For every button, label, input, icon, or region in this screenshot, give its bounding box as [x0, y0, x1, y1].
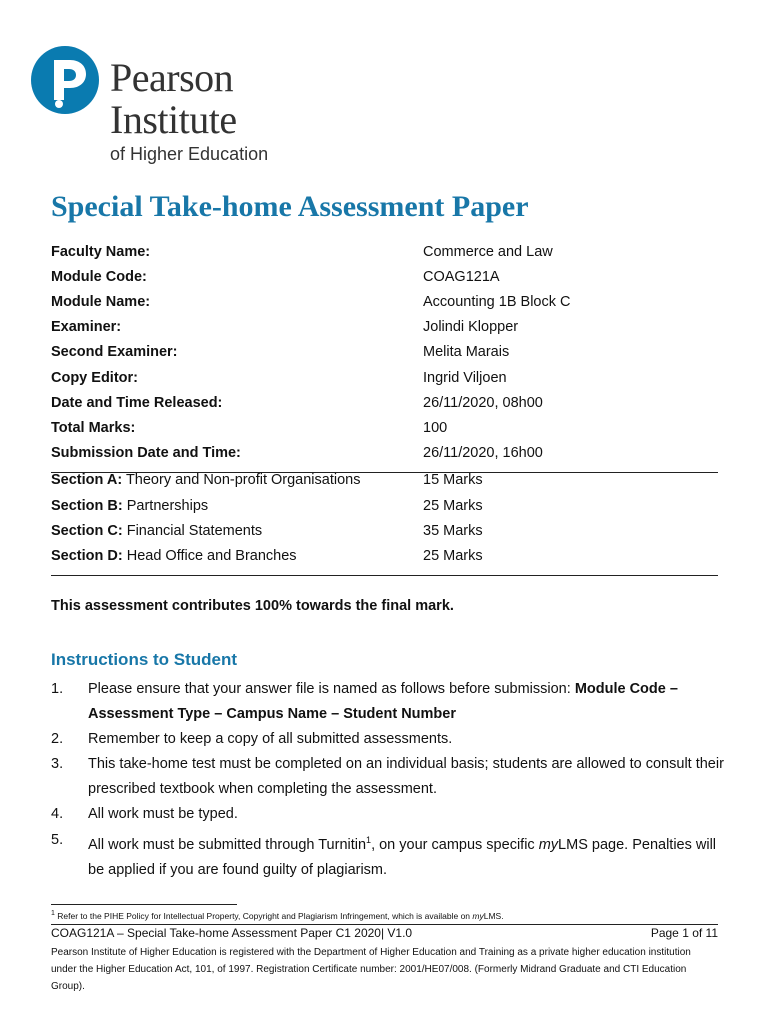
instructions-heading: Instructions to Student — [51, 650, 238, 669]
info-row-module-code — [51, 265, 718, 290]
info-row-second-examiner — [51, 340, 718, 365]
institution-logo — [30, 44, 330, 164]
info-label: Module Name: — [51, 294, 151, 310]
instruction-number: 5. — [51, 832, 64, 848]
section-name: Section D: — [51, 548, 123, 564]
section-marks: 15 Marks — [423, 472, 483, 488]
instruction-text: , on your campus specific — [371, 836, 539, 853]
info-row-submission-date — [51, 441, 718, 466]
section-table-bottom-rule — [51, 575, 718, 576]
section-name: Section C: — [51, 523, 123, 539]
info-row-date-released — [51, 391, 718, 416]
section-name: Section B: — [51, 498, 123, 514]
footer-rule — [51, 924, 718, 925]
section-row-c — [51, 519, 718, 544]
section-row-b — [51, 494, 718, 519]
info-value: 26/11/2020, 16h00 — [423, 445, 543, 461]
instruction-text: LMS page. Penalties will be applied if you are found guilty of plagiarism. — [88, 836, 717, 878]
footer-page-number: Page 1 of 11 — [650, 926, 718, 940]
footnote-tail: LMS. — [483, 910, 504, 921]
instruction-item-4 — [51, 802, 718, 827]
info-row-faculty — [51, 240, 718, 265]
instruction-italic-text: my — [538, 836, 559, 853]
section-desc: Partnerships — [122, 498, 209, 514]
footnote-separator — [51, 904, 237, 905]
section-desc: Theory and Non-profit Organisations — [122, 472, 361, 488]
instruction-number: 2. — [51, 731, 64, 747]
info-label: Total Marks: — [51, 420, 136, 436]
instruction-text: Remember to keep a copy of all submitted assessments. — [88, 731, 453, 747]
instruction-item-3 — [51, 752, 724, 802]
info-row-total-marks — [51, 416, 718, 441]
info-row-copy-editor — [51, 366, 718, 391]
instruction-item-2 — [51, 727, 718, 752]
instruction-item-5 — [51, 828, 718, 878]
section-marks: 25 Marks — [423, 498, 483, 514]
info-value: Accounting 1B Block C — [423, 294, 571, 310]
info-label: Date and Time Released: — [51, 395, 223, 411]
section-marks: 35 Marks — [423, 523, 483, 539]
footnote-italic: my — [472, 910, 484, 921]
logo-name-line2: Institute — [110, 97, 237, 142]
info-value: Ingrid Viljoen — [423, 370, 507, 386]
instruction-text: Please ensure that your answer file is named as follows before submission: — [88, 681, 575, 697]
instruction-text: This take-home test must be completed on an individual basis; students are allowed to consult their prescribed textbook when completing the assessment. — [88, 756, 724, 797]
info-label: Second Examiner: — [51, 344, 178, 360]
section-name: Section A: — [51, 472, 123, 488]
contribution-statement: This assessment contributes 100% towards the final mark. — [51, 598, 454, 614]
section-marks: 25 Marks — [423, 548, 483, 564]
info-value: COAG121A — [423, 269, 500, 285]
info-label: Copy Editor: — [51, 370, 138, 386]
instruction-bold-text: Module Code – Assessment Type – Campus Name – Student Number — [88, 681, 678, 722]
section-row-d — [51, 544, 718, 569]
footnote-text: Refer to the PIHE Policy for Intellectual Property, Copyright and Plagiarism Infringement, which is available on — [54, 910, 473, 921]
logo-name-line1: Pearson — [110, 55, 234, 100]
pearson-p-logo-icon — [30, 44, 100, 116]
section-desc: Head Office and Branches — [122, 548, 297, 564]
info-value: 100 — [423, 420, 448, 436]
info-label: Submission Date and Time: — [51, 445, 241, 461]
instruction-number: 3. — [51, 756, 64, 772]
footnote — [51, 910, 504, 921]
info-row-module-name — [51, 290, 718, 315]
section-desc: Financial Statements — [122, 523, 263, 539]
info-label: Faculty Name: — [51, 244, 151, 260]
info-value: Melita Marais — [423, 344, 510, 360]
instruction-number: 4. — [51, 806, 64, 822]
instruction-text: All work must be submitted through Turnitin — [88, 836, 367, 853]
info-value: Jolindi Klopper — [423, 319, 519, 335]
footer-registration-note: Pearson Institute of Higher Education is registered with the Department of Higher Education and Training as a private higher education institution under the Higher Education Act, 101, of 1997. Registration Certificate number: 2001/HE07/008. (Formerly Midrand Graduate and CTI Education Group). — [51, 947, 691, 992]
instruction-item-1 — [51, 677, 718, 727]
instruction-text: All work must be typed. — [88, 806, 238, 822]
page-title: Special Take-home Assessment Paper — [51, 190, 529, 223]
info-value: 26/11/2020, 08h00 — [423, 395, 543, 411]
logo-subtitle: of Higher Education — [110, 144, 269, 164]
info-label: Examiner: — [51, 319, 122, 335]
info-value: Commerce and Law — [423, 244, 553, 260]
footnote-number: 1 — [51, 910, 55, 917]
section-row-a — [51, 468, 718, 493]
info-label: Module Code: — [51, 269, 147, 285]
instruction-number: 1. — [51, 681, 64, 697]
footer-document-id: COAG121A – Special Take-home Assessment Paper C1 2020| V1.0 — [51, 926, 413, 940]
footnote-marker[interactable]: 1 — [366, 835, 372, 845]
info-row-examiner — [51, 315, 718, 340]
